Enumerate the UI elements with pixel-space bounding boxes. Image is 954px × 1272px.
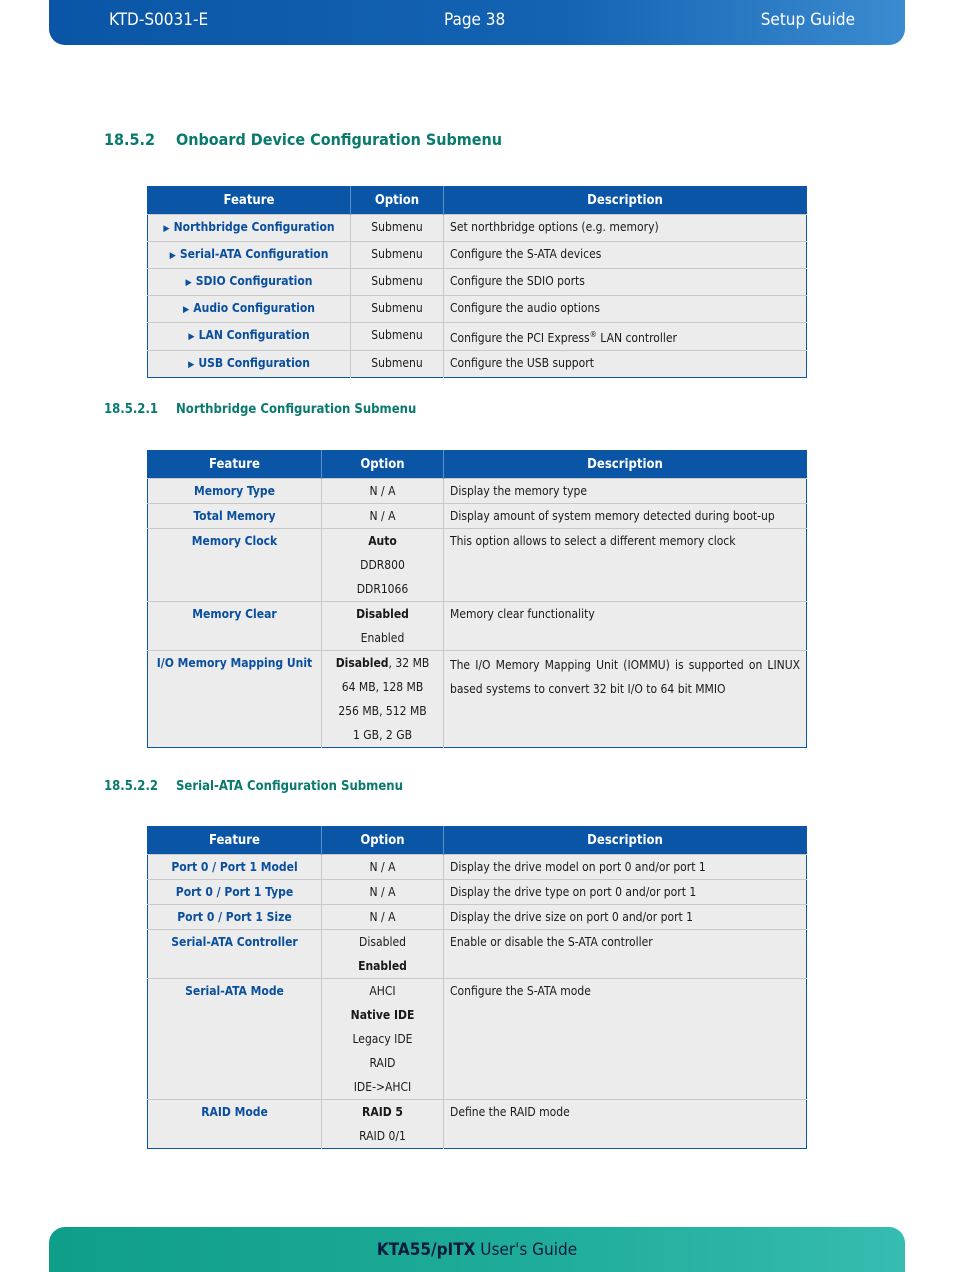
caret-right-icon: ▶ bbox=[163, 224, 170, 234]
doc-id: KTD-S0031-E bbox=[109, 10, 209, 30]
page-footer bbox=[49, 1227, 905, 1272]
table-row: Serial-ATA Controller Disabled Enabled Enable or disable the S-ATA controller bbox=[148, 930, 807, 979]
submenu-link-lan[interactable]: ▶ LAN Configuration bbox=[148, 323, 351, 351]
table-header-row: Feature Option Description bbox=[148, 451, 807, 479]
subsection-heading-sata: 18.5.2.2 Serial-ATA Configuration Submenu bbox=[104, 779, 403, 794]
col-option: Option bbox=[351, 187, 444, 215]
table-row: Memory Type N / A Display the memory type bbox=[148, 479, 807, 504]
caret-right-icon: ▶ bbox=[183, 305, 190, 315]
table-row: Port 0 / Port 1 Model N / A Display the drive model on port 0 and/or port 1 bbox=[148, 855, 807, 880]
section-heading: 18.5.2 Onboard Device Configuration Submenu bbox=[104, 130, 503, 149]
northbridge-table bbox=[147, 450, 807, 748]
table-row: ▶ Serial-ATA Configuration Submenu Configure the S-ATA devices bbox=[148, 242, 807, 269]
table-row: Serial-ATA Mode AHCI Native IDE Legacy IDE RAID IDE->AHCI Configure the S-ATA mode bbox=[148, 979, 807, 1100]
submenu-link-audio[interactable]: ▶ Audio Configuration bbox=[148, 296, 351, 323]
onboard-device-table bbox=[147, 186, 807, 378]
subsection-heading-northbridge: 18.5.2.1 Northbridge Configuration Submenu bbox=[104, 402, 417, 417]
col-description: Description bbox=[444, 187, 807, 215]
table-row: ▶ LAN Configuration Submenu Configure the PCI Express® LAN controller bbox=[148, 323, 807, 351]
table-header-row bbox=[148, 187, 807, 215]
section-label: Setup Guide bbox=[760, 10, 855, 30]
table-header-row: Feature Option Description bbox=[148, 827, 807, 855]
page-number: Page 38 bbox=[444, 10, 506, 30]
table-row: ▶ USB Configuration Submenu Configure the USB support bbox=[148, 351, 807, 378]
col-feature: Feature bbox=[148, 187, 351, 215]
submenu-link-usb[interactable]: ▶ USB Configuration bbox=[148, 351, 351, 378]
table-row: Port 0 / Port 1 Size N / A Display the drive size on port 0 and/or port 1 bbox=[148, 905, 807, 930]
submenu-link-serial-ata[interactable]: ▶ Serial-ATA Configuration bbox=[148, 242, 351, 269]
caret-right-icon: ▶ bbox=[188, 360, 195, 370]
caret-right-icon: ▶ bbox=[169, 251, 176, 261]
serial-ata-table bbox=[147, 826, 807, 1149]
page-header bbox=[49, 0, 905, 45]
footer-suffix: User's Guide bbox=[475, 1240, 578, 1260]
caret-right-icon: ▶ bbox=[185, 278, 192, 288]
table-row: ▶ Northbridge Configuration Submenu Set northbridge options (e.g. memory) bbox=[148, 215, 807, 242]
table-row: Memory Clock Auto DDR800 DDR1066 This option allows to select a different memory clock bbox=[148, 529, 807, 602]
submenu-link-northbridge[interactable]: ▶ Northbridge Configuration bbox=[148, 215, 351, 242]
table-row: I/O Memory Mapping Unit Disabled, 32 MB 64 MB, 128 MB 256 MB, 512 MB 1 GB, 2 GB The I/O Memory Mapping Unit (IOMMU) is supported on LINUX based systems to convert 32 bit I/O to 64 bit MMIO bbox=[148, 651, 807, 748]
table-row: ▶ SDIO Configuration Submenu Configure the SDIO ports bbox=[148, 269, 807, 296]
table-row: ▶ Audio Configuration Submenu Configure the audio options bbox=[148, 296, 807, 323]
table-row: Memory Clear Disabled Enabled Memory clear functionality bbox=[148, 602, 807, 651]
submenu-link-sdio[interactable]: ▶ SDIO Configuration bbox=[148, 269, 351, 296]
table-row: Total Memory N / A Display amount of system memory detected during boot-up bbox=[148, 504, 807, 529]
caret-right-icon: ▶ bbox=[188, 332, 195, 342]
table-row: RAID Mode RAID 5 RAID 0/1 Define the RAID mode bbox=[148, 1100, 807, 1149]
product-name: KTA55/pITX bbox=[376, 1240, 476, 1260]
table-row: Port 0 / Port 1 Type N / A Display the drive type on port 0 and/or port 1 bbox=[148, 880, 807, 905]
